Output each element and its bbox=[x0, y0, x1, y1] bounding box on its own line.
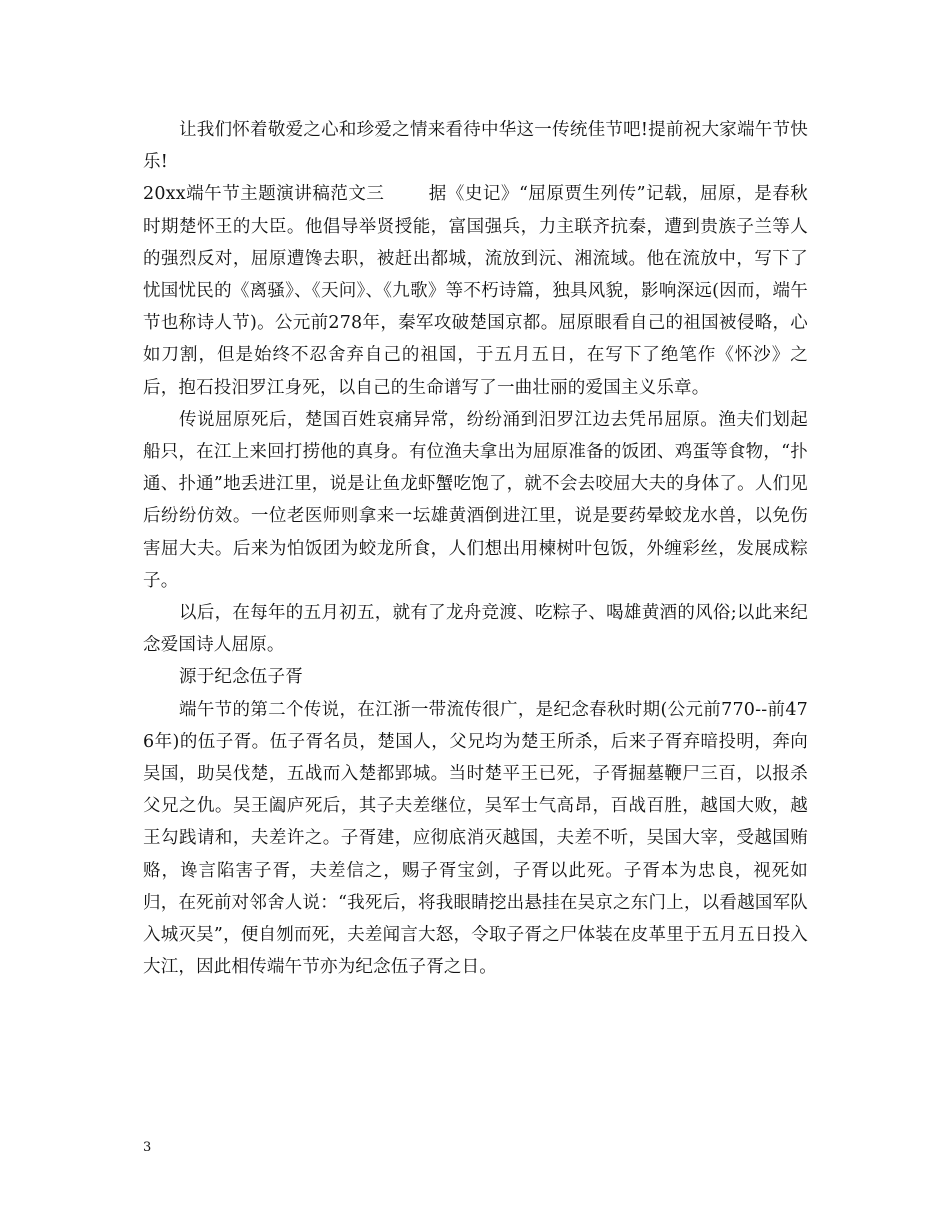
paragraph-legend-fishermen: 传说屈原死后，楚国百姓哀痛异常，纷纷涌到汨罗江边去凭吊屈原。渔夫们划起船只，在江上来回打捞他的真身。有位渔夫拿出为屈原准备的饭团、鸡蛋等食物，“扑通、扑通”地丢进江里，说是让鱼龙虾蟹吃饱了，就不会去咬屈大夫的身体了。人们见后纷纷仿效。一位老医师则拿来一坛雄黄酒倒进江里，说是要药晕蛟龙水兽，以免伤害屈大夫。后来为怕饭团为蛟龙所食，人们想出用楝树叶包饭，外缠彩丝，发展成粽子。 bbox=[143, 409, 808, 591]
paragraph-customs: 以后，在每年的五月初五，就有了龙舟竞渡、吃粽子、喝雄黄酒的风俗;以此来纪念爱国诗人屈原。 bbox=[143, 603, 808, 656]
paragraph-quyuan-history bbox=[143, 178, 808, 403]
paragraph-closing-wish: 让我们怀着敬爱之心和珍爱之情来看待中华这一传统佳节吧!提前祝大家端午节快乐! bbox=[143, 120, 808, 173]
paragraph-quyuan-history-text: 据《史记》“屈原贾生列传”记载，屈原，是春秋时期楚怀王的大臣。他倡导举贤授能，富国强兵，力主联齐抗秦，遭到贵族子兰等人的强烈反对，屈原遭馋去职，被赶出都城，流放到沅、湘流域。他在流放中，写下了忧国忧民的《离骚》、《天问》、《九歌》等不朽诗篇，独具风貌，影响深远(因而，端午节也称诗人节)。公元前278年，秦军攻破楚国京都。屈原眼看自己的祖国被侵略，心如刀割，但是始终不忍舍弃自己的祖国，于五月五日，在写下了绝笔作《怀沙》之后，抱石投汨罗江身死，以自己的生命谱写了一曲壮丽的爱国主义乐章。 bbox=[143, 184, 808, 398]
subheading-wuzixu: 源于纪念伍子胥 bbox=[179, 667, 303, 688]
document-body bbox=[143, 114, 808, 983]
paragraph-wuzixu-legend: 端午节的第二个传说，在江浙一带流传很广，是纪念春秋时期(公元前770--前476年)的伍子胥。伍子胥名员，楚国人，父兄均为楚王所杀，后来子胥弃暗投明，奔向吴国，助吴伐楚，五战而入楚都郢城。当时楚平王已死，子胥掘墓鞭尸三百，以报杀父兄之仇。吴王阖庐死后，其子夫差继位，吴军士气高昂，百战百胜，越国大败，越王勾践请和，夫差许之。子胥建，应彻底消灭越国，夫差不听，吴国大宰，受越国贿赂，谗言陷害子胥，夫差信之，赐子胥宝剑，子胥以此死。子胥本为忠良，视死如归，在死前对邻舍人说：“我死后，将我眼睛挖出悬挂在吴京之东门上，以看越国军队入城灭吴”，便自刎而死，夫差闻言大怒，令取子胥之尸体装在皮革里于五月五日投入大江，因此相传端午节亦为纪念伍子胥之日。 bbox=[143, 699, 808, 978]
section-heading: 20xx端午节主题演讲稿范文三 bbox=[143, 184, 385, 205]
page-number: 3 bbox=[143, 1140, 152, 1155]
